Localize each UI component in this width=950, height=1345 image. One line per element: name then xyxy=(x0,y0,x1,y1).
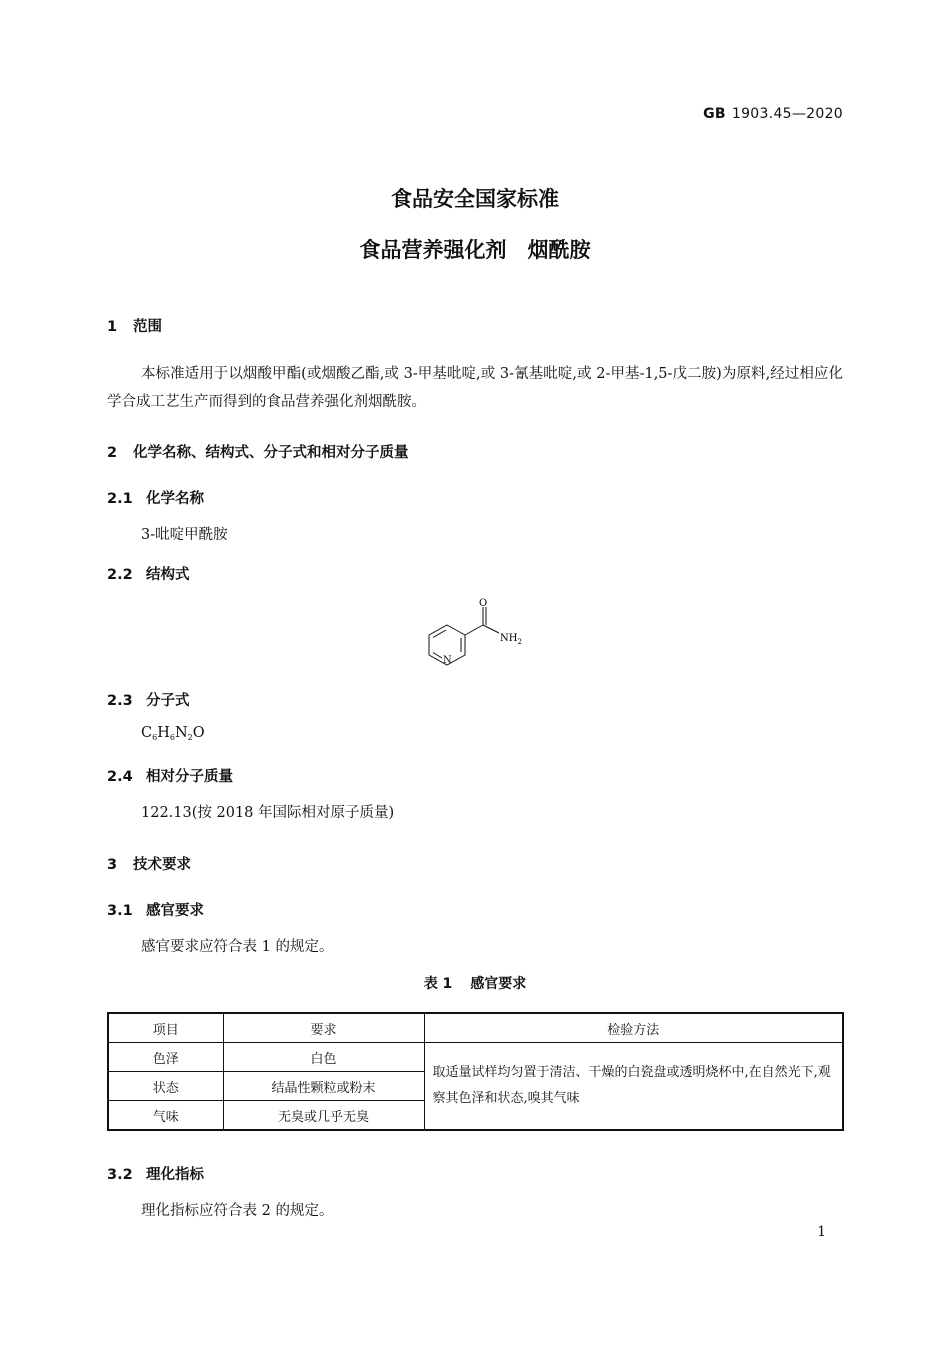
page-number: 1 xyxy=(817,1224,826,1240)
section-2-4-heading xyxy=(107,765,233,786)
document-subtitle: 食品营养强化剂 烟酰胺 xyxy=(359,238,591,262)
section-number: 3.2 xyxy=(107,1167,133,1183)
row-item: 状态 xyxy=(108,1072,223,1101)
standard-code xyxy=(703,106,843,122)
section-title: 相对分子质量 xyxy=(146,769,233,785)
section-title: 范围 xyxy=(133,319,162,335)
section-title: 结构式 xyxy=(146,567,190,583)
structural-formula xyxy=(410,595,540,675)
amine-label: $NH_2$ xyxy=(500,633,522,646)
section-title: 理化指标 xyxy=(146,1167,204,1183)
amide-group xyxy=(465,607,499,635)
header-item: 项目 xyxy=(108,1013,223,1043)
section-2-1-heading xyxy=(107,487,204,508)
section-3-heading xyxy=(107,853,191,874)
section-3-2-heading xyxy=(107,1163,204,1184)
molecular-formula: $C_6H_6N_2O$ xyxy=(141,725,205,742)
row-requirement: 白色 xyxy=(223,1043,424,1072)
section-title: 化学名称、结构式、分子式和相对分子质量 xyxy=(133,445,409,461)
section-title: 分子式 xyxy=(146,693,190,709)
section-number: 1 xyxy=(107,319,118,335)
section-number: 3.1 xyxy=(107,903,133,919)
table-number: 表 1 xyxy=(423,976,453,992)
section-title: 化学名称 xyxy=(146,491,204,507)
section-title: 感官要求 xyxy=(146,903,204,919)
physicochemical-requirement-text: 理化指标应符合表 2 的规定。 xyxy=(141,1203,334,1219)
sensory-requirement-text: 感官要求应符合表 1 的规定。 xyxy=(141,939,334,955)
table-header-row xyxy=(108,1013,843,1043)
table-row xyxy=(108,1043,843,1072)
section-2-heading xyxy=(107,441,409,462)
row-requirement: 结晶性颗粒或粉末 xyxy=(223,1072,424,1101)
header-method: 检验方法 xyxy=(424,1013,843,1043)
section-number: 2 xyxy=(107,445,118,461)
oxygen-label: O xyxy=(479,598,488,609)
section-number: 3 xyxy=(107,857,118,873)
table-1-caption xyxy=(0,973,950,993)
standard-prefix: GB xyxy=(703,106,726,122)
row-item: 色泽 xyxy=(108,1043,223,1072)
section-1-heading xyxy=(107,315,162,336)
standard-number: 1903.45—2020 xyxy=(731,106,843,122)
nitrogen-label: N xyxy=(443,655,452,666)
chemical-name: 3-吡啶甲酰胺 xyxy=(141,527,228,543)
sensory-table xyxy=(107,1012,844,1131)
scope-paragraph: 本标准适用于以烟酸甲酯(或烟酸乙酯,或 3-甲基吡啶,或 3-氰基吡啶,或 2-甲基-1,5-戊二胺)为原料,经过相应化学合成工艺生产而得到的食品营养强化剂烟酰胺。 xyxy=(107,366,843,410)
document-title: 食品安全国家标准 xyxy=(391,187,559,211)
molecular-weight: 122.13(按 2018 年国际相对原子质量) xyxy=(141,805,395,821)
section-3-1-heading xyxy=(107,899,204,920)
row-item: 气味 xyxy=(108,1101,223,1131)
table-title: 感官要求 xyxy=(470,976,527,992)
section-number: 2.4 xyxy=(107,769,133,785)
section-2-3-heading xyxy=(107,689,190,710)
header-requirement: 要求 xyxy=(223,1013,424,1043)
test-method: 取适量试样均匀置于清洁、干燥的白瓷盘或透明烧杯中,在自然光下,观察其色泽和状态,嗅其气味 xyxy=(424,1043,843,1131)
section-number: 2.2 xyxy=(107,567,133,583)
section-title: 技术要求 xyxy=(133,857,191,873)
section-number: 2.3 xyxy=(107,693,133,709)
section-2-2-heading xyxy=(107,563,190,584)
section-number: 2.1 xyxy=(107,491,133,507)
row-requirement: 无臭或几乎无臭 xyxy=(223,1101,424,1131)
